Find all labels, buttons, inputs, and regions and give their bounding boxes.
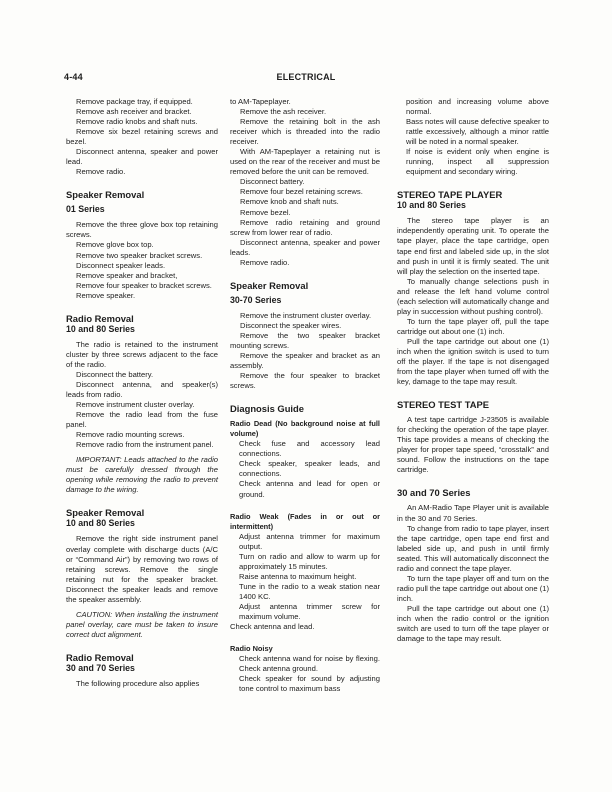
paragraph: Remove four bezel retaining screws. — [240, 187, 363, 197]
subsection-heading: 10 and 80 Series — [66, 323, 135, 334]
paragraph: Remove radio from the instrument panel. — [76, 440, 214, 450]
paragraph: Remove bezel. — [240, 207, 291, 217]
paragraph: Remove the two speaker bracket mounting screws. — [230, 330, 380, 350]
paragraph: Disconnect speaker leads. — [76, 260, 166, 270]
paragraph: Disconnect antenna, speaker and power leads. — [230, 237, 380, 257]
section-heading: Radio Removal — [66, 312, 134, 324]
indented-item: Raise antenna to maximum height. — [239, 571, 357, 581]
paragraph: Remove radio. — [76, 167, 126, 177]
paragraph: With AM-Tapeplayer a retaining nut is used on the rear of the receiver and must be removed before the unit can be removed. — [230, 147, 380, 177]
paragraph: Remove two speaker bracket screws. — [76, 250, 203, 260]
paragraph: Remove package tray, if equipped. — [76, 97, 193, 106]
note-paragraph: IMPORTANT: Leads attached to the radio must be carefully dressed through the opening while removing the radio to prevent damage to the wiring. — [66, 455, 218, 495]
indented-item: Check fuse and accessory lead connections. — [239, 439, 380, 459]
text-column-middle — [230, 97, 380, 694]
paragraph: To change from radio to tape player, insert the tape cartridge, open tape end first and labeled side up, and push in until firmly seated. This will automatically disconnect the radio and connect the tape player. — [397, 523, 549, 573]
paragraph: To turn the tape player off, pull the tape cartridge out about one (1) inch. — [397, 316, 549, 336]
section-heading: STEREO TEST TAPE — [397, 399, 490, 411]
diagnosis-heading: Radio Dead (No background noise at full volume) — [230, 419, 380, 439]
indented-item: If noise is evident only when engine is running, inspect all suppression equipment and secondary wiring. — [406, 147, 549, 177]
text-column-left — [66, 97, 218, 689]
paragraph: Remove the right side instrument panel overlay complete with discharge ducts (A/C or “Command Air”) by removing two rows of retaining screws. Remove the single retaining nut for the speaker bracket. Disconnect the speaker leads and remove the speaker assembly. — [66, 534, 218, 604]
paragraph: Remove radio retaining and ground screw from lower rear of radio. — [230, 217, 380, 237]
paragraph: The radio is retained to the instrument cluster by three screws adjacent to the face of the radio. — [66, 339, 218, 369]
indented-item: Check speaker for sound by adjusting tone control to maximum bass — [239, 674, 380, 694]
paragraph: Remove six bezel retaining screws and bezel. — [66, 127, 218, 147]
paragraph: Disconnect the speaker wires. — [240, 320, 342, 330]
section-heading: Speaker Removal — [66, 507, 145, 519]
indented-item: Check speaker, speaker leads, and connections. — [239, 459, 380, 479]
paragraph: Remove ash receiver and bracket. — [76, 107, 192, 117]
section-heading: Diagnosis Guide — [230, 403, 304, 415]
indented-item: Check antenna wand for noise by flexing. Check antenna ground. — [239, 654, 380, 674]
indented-item: Tune in the radio to a weak station near 1400 KC. — [239, 581, 380, 601]
paragraph: A test tape cartridge J-23505 is available for checking the operation of the tape player. This tape provides a means of checking the player for proper tape speed, “crosstalk” and sound. Follow the instructions on the tape cartridge. — [397, 415, 549, 475]
section-heading: Speaker Removal — [230, 279, 309, 291]
diagnosis-heading: Radio Noisy — [230, 644, 273, 654]
indented-item: position and increasing volume above normal. — [406, 97, 549, 117]
paragraph: Disconnect antenna, and speaker(s) leads from radio. — [66, 379, 218, 399]
paragraph: to AM-Tapeplayer. — [230, 97, 291, 106]
paragraph: Disconnect the battery. — [76, 369, 154, 379]
note-paragraph: CAUTION: When installing the instrument panel overlay, care must be taken to insure correct duct alignment. — [66, 609, 218, 639]
paragraph: Remove radio mounting screws. — [76, 430, 185, 440]
paragraph: To turn the tape player off and turn on the radio pull the tape cartridge out about one (1) inch. — [397, 573, 549, 603]
indented-item: Adjust antenna trimmer for maximum output. — [239, 531, 380, 551]
subsection-heading: 01 Series — [66, 204, 105, 215]
subsection-heading: 30 and 70 Series — [66, 662, 135, 673]
text-column-right — [397, 97, 549, 644]
subsection-heading: 30-70 Series — [230, 294, 282, 305]
paragraph: The stereo tape player is an independently operating unit. To operate the tape player, place the tape cartridge, open tape end first and labeled side up, in the slot and push in until it is firmly seated. The unit will play the selection on the inserted tape. — [397, 216, 549, 276]
paragraph: Remove the radio lead from the fuse panel. — [66, 410, 218, 430]
paragraph: An AM-Radio Tape Player unit is available in the 30 and 70 Series. — [397, 503, 549, 523]
section-heading: Speaker Removal — [66, 189, 145, 201]
paragraph: Remove the four speaker to bracket screws. — [230, 371, 380, 391]
paragraph: Remove the speaker and bracket as an assembly. — [230, 350, 380, 371]
indented-item: Adjust antenna trimmer screw for maximum volume. — [239, 601, 380, 622]
paragraph: Remove radio knobs and shaft nuts. — [76, 117, 198, 127]
paragraph: Remove knob and shaft nuts. — [240, 197, 339, 207]
paragraph: Disconnect battery. — [240, 177, 305, 187]
section-heading: 30 and 70 Series — [397, 487, 471, 499]
diagnosis-heading: Radio Weak (Fades in or out or intermittent) — [230, 511, 380, 531]
paragraph: Remove instrument cluster overlay. — [76, 400, 195, 410]
paragraph: The following procedure also applies — [76, 678, 200, 688]
section-title: ELECTRICAL — [276, 72, 336, 82]
paragraph: Remove the ash receiver. — [240, 107, 327, 117]
subsection-heading: 10 and 80 Series — [66, 518, 135, 529]
paragraph: Remove glove box top. — [76, 240, 154, 250]
paragraph: Remove the three glove box top retaining screws. — [66, 220, 218, 240]
paragraph: To manually change selections push in and release the left hand volume control (each selection will automatically change and play in succession without pushing control). — [397, 276, 549, 316]
paragraph: Remove radio. — [240, 257, 290, 267]
page-number: 4-44 — [64, 72, 83, 82]
subsection-heading: 10 and 80 Series — [397, 200, 466, 211]
paragraph: Pull the tape cartridge out about one (1) inch when the radio control or the ignition switch are used to turn off the tape player or damage to the tape may result. — [397, 603, 549, 644]
paragraph: Remove speaker. — [76, 290, 136, 300]
section-heading: Radio Removal — [66, 651, 134, 663]
indented-item: Bass notes will cause defective speaker to rattle excessively, although a minor rattle will be noted in a normal speaker. — [406, 117, 549, 147]
indented-item: Check antenna and lead for open or ground. — [239, 479, 380, 499]
paragraph: Check antenna and lead. — [230, 622, 315, 632]
paragraph: Remove speaker and bracket, — [76, 270, 178, 280]
paragraph: Remove four speaker to bracket screws. — [76, 280, 212, 290]
section-heading: STEREO TAPE PLAYER — [397, 189, 503, 201]
paragraph: Remove the instrument cluster overlay. — [240, 310, 372, 320]
paragraph: Disconnect antenna, speaker and power lead. — [66, 147, 218, 167]
paragraph: Pull the tape cartridge out about one (1) inch when the ignition switch is used to turn off the player. If the tape is not disengaged from the tape player when turned off with the key, damage to the tape may result. — [397, 336, 549, 387]
paragraph: Remove the retaining bolt in the ash receiver which is threaded into the radio receiver. — [230, 117, 380, 147]
indented-item: Turn on radio and allow to warm up for approximately 15 minutes. — [239, 551, 380, 571]
